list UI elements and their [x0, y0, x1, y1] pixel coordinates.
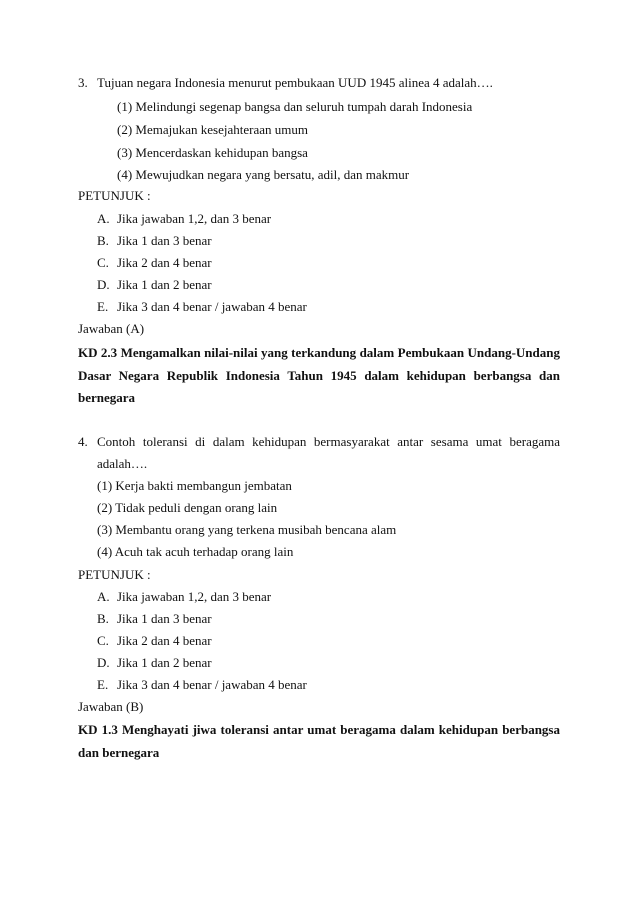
- question-3-option-letter-c: C.: [97, 255, 109, 270]
- question-4-text-line-2: adalah….: [97, 456, 148, 471]
- question-3-option-text-a: Jika jawaban 1,2, dan 3 benar: [117, 211, 272, 226]
- question-3-item-4: (4) Mewujudkan negara yang bersatu, adil, dan makmur: [117, 167, 410, 182]
- kd-2-3-line-2: Dasar Negara Republik Indonesia Tahun 1945 dalam kehidupan berbangsa dan: [78, 368, 560, 383]
- question-3-item-2: (2) Memajukan kesejahteraan umum: [117, 122, 308, 137]
- question-4-number: 4.: [78, 434, 88, 449]
- question-3-option-text-e: Jika 3 dan 4 benar / jawaban 4 benar: [117, 299, 307, 314]
- question-3-option-text-c: Jika 2 dan 4 benar: [117, 255, 212, 270]
- question-4-item-3: (3) Membantu orang yang terkena musibah bencana alam: [97, 522, 397, 537]
- question-4-petunjuk-label: PETUNJUK :: [78, 567, 151, 582]
- kd-1-3-line-1: KD 1.3 Menghayati jiwa toleransi antar umat beragama dalam kehidupan berbangsa: [78, 722, 560, 737]
- question-4-answer: Jawaban (B): [78, 699, 144, 714]
- question-3-petunjuk-label: PETUNJUK :: [78, 188, 151, 203]
- kd-2-3-line-1: KD 2.3 Mengamalkan nilai-nilai yang terkandung dalam Pembukaan Undang-Undang: [78, 345, 560, 360]
- question-4-option-letter-d: D.: [97, 655, 110, 670]
- question-4-option-letter-e: E.: [97, 677, 109, 692]
- question-3-option-letter-e: E.: [97, 299, 109, 314]
- question-3-item-1: (1) Melindungi segenap bangsa dan seluruh tumpah darah Indonesia: [117, 99, 473, 114]
- question-4-item-1: (1) Kerja bakti membangun jembatan: [97, 478, 292, 493]
- kd-1-3-line-2: dan bernegara: [78, 745, 160, 760]
- question-3-answer: Jawaban (A): [78, 321, 145, 336]
- question-3-option-text-d: Jika 1 dan 2 benar: [117, 277, 212, 292]
- question-4-option-letter-c: C.: [97, 633, 109, 648]
- question-3-option-letter-b: B.: [97, 233, 109, 248]
- question-3-text: Tujuan negara Indonesia menurut pembukaan UUD 1945 alinea 4 adalah….: [97, 75, 493, 90]
- question-3-option-letter-a: A.: [97, 211, 110, 226]
- question-3-option-letter-d: D.: [97, 277, 110, 292]
- question-4-item-4: (4) Acuh tak acuh terhadap orang lain: [97, 544, 294, 559]
- question-4-option-text-d: Jika 1 dan 2 benar: [117, 655, 212, 670]
- question-4-item-2: (2) Tidak peduli dengan orang lain: [97, 500, 278, 515]
- question-3-number: 3.: [78, 75, 88, 90]
- question-4-option-letter-a: A.: [97, 589, 110, 604]
- question-4-option-text-e: Jika 3 dan 4 benar / jawaban 4 benar: [117, 677, 307, 692]
- question-3-option-text-b: Jika 1 dan 3 benar: [117, 233, 212, 248]
- question-3-item-3: (3) Mencerdaskan kehidupan bangsa: [117, 145, 308, 160]
- question-4-text-line-1: Contoh toleransi di dalam kehidupan bermasyarakat antar sesama umat beragama: [97, 434, 560, 449]
- question-4-option-text-c: Jika 2 dan 4 benar: [117, 633, 212, 648]
- question-4-option-text-b: Jika 1 dan 3 benar: [117, 611, 212, 626]
- question-4-option-letter-b: B.: [97, 611, 109, 626]
- kd-2-3-line-3: bernegara: [78, 390, 136, 405]
- question-4-option-text-a: Jika jawaban 1,2, dan 3 benar: [117, 589, 272, 604]
